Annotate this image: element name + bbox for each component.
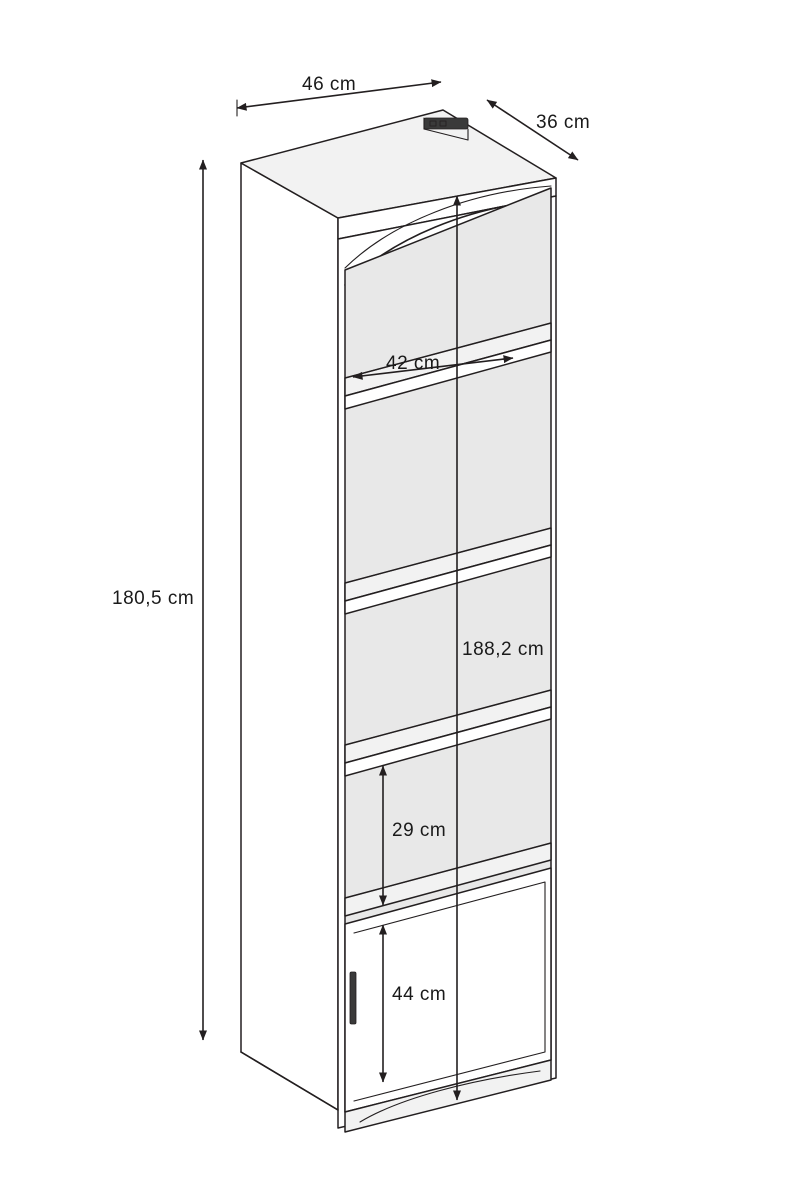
cabinet-left-side-panel — [241, 163, 338, 1110]
dimension-height-overall — [112, 160, 203, 1040]
cabinet-body — [241, 110, 556, 1132]
door-handle-icon — [350, 972, 356, 1024]
dimension-label-shelf-gap: 29 cm — [392, 820, 447, 841]
dimension-label-depth-top: 36 cm — [536, 112, 591, 133]
dimension-label-width-top: 46 cm — [302, 74, 357, 95]
dimension-width-top — [237, 74, 441, 116]
dimension-label-door-height: 44 cm — [392, 984, 447, 1005]
dimension-label-height-overall: 180,5 cm — [112, 588, 195, 609]
dimension-label-shelf-width: 42 cm — [386, 353, 441, 374]
dimension-label-interior-height: 188,2 cm — [462, 639, 545, 660]
